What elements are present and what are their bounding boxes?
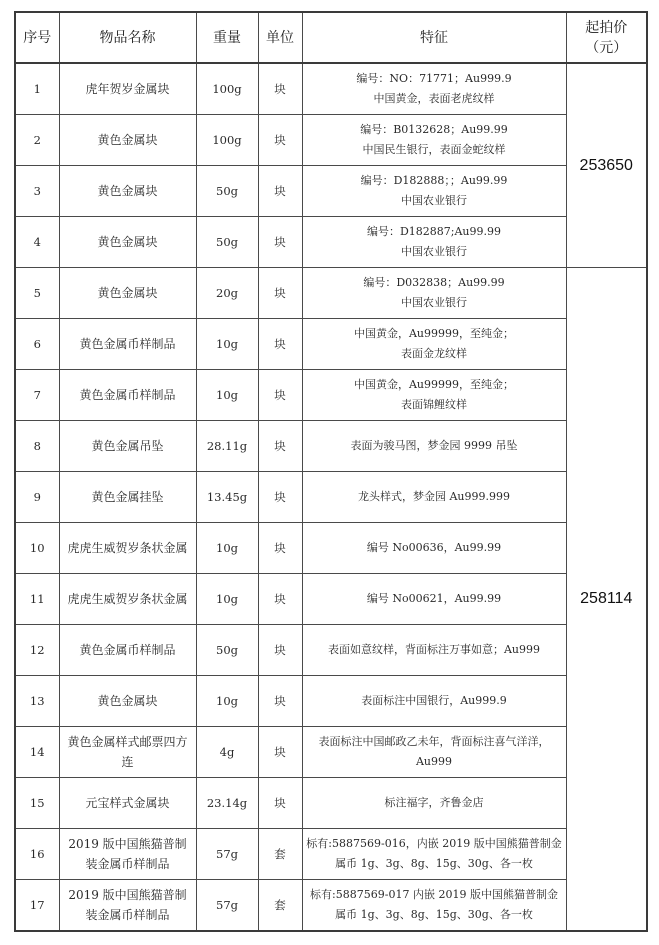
header-price-label: 起拍价 [585, 19, 628, 36]
row-weight: 4g [196, 727, 258, 778]
row-features [302, 370, 566, 421]
row-features-line: 编号：D182887;Au99.99 [366, 225, 502, 238]
header-weight: 重量 [196, 12, 258, 63]
row-weight: 13.45g [196, 472, 258, 523]
row-item-name: 黄色金属块 [59, 166, 196, 217]
table-header-row [15, 12, 647, 63]
table-row [15, 727, 647, 778]
auction-items-table [14, 11, 648, 932]
row-item-name: 虎虎生威贺岁条状金属 [59, 574, 196, 625]
row-item-name: 黄色金属币样制品 [59, 319, 196, 370]
row-item-name: 虎虎生威贺岁条状金属 [59, 523, 196, 574]
row-index: 7 [15, 370, 59, 421]
row-index: 1 [15, 63, 59, 115]
row-weight: 57g [196, 880, 258, 932]
table-row [15, 268, 647, 319]
auction-items-table-container [14, 11, 648, 932]
row-features [302, 217, 566, 268]
row-unit: 块 [258, 268, 302, 319]
row-features-line: 编号：D182888；；Au99.99 [360, 174, 508, 187]
row-features: 标有:5887569-017 内嵌 2019 版中国熊猫普制金属币 1g、3g、8g、15g、30g、各一枚 [302, 880, 566, 932]
row-weight: 10g [196, 523, 258, 574]
row-features-line: 中国农业银行 [401, 296, 467, 309]
header-price-unit: （元） [585, 39, 628, 56]
row-features: 表面如意纹样，背面标注万事如意；Au999 [302, 625, 566, 676]
row-item-name: 黄色金属挂坠 [59, 472, 196, 523]
table-row [15, 115, 647, 166]
header-features: 特征 [302, 12, 566, 63]
row-index: 6 [15, 319, 59, 370]
row-features-line: 表面锦鲤纹样 [401, 398, 467, 411]
row-index: 8 [15, 421, 59, 472]
row-unit: 块 [258, 727, 302, 778]
row-unit: 块 [258, 625, 302, 676]
row-features-line: 编号：NO：71771；Au999.9 [356, 72, 512, 85]
row-weight: 50g [196, 217, 258, 268]
row-weight: 100g [196, 63, 258, 115]
row-weight: 57g [196, 829, 258, 880]
table-row [15, 829, 647, 880]
row-unit: 块 [258, 778, 302, 829]
row-item-name: 黄色金属块 [59, 268, 196, 319]
row-item-name: 黄色金属块 [59, 217, 196, 268]
row-item-name: 虎年贺岁金属块 [59, 63, 196, 115]
table-row [15, 472, 647, 523]
header-unit: 单位 [258, 12, 302, 63]
starting-price-group-2: 258114 [566, 268, 647, 932]
row-unit: 块 [258, 472, 302, 523]
row-features [302, 63, 566, 115]
row-features-line: 中国黄金，Au99999，至纯金； [353, 378, 515, 391]
row-item-name: 黄色金属块 [59, 676, 196, 727]
row-features: 标注福字，齐鲁金店 [302, 778, 566, 829]
row-index: 3 [15, 166, 59, 217]
row-index: 16 [15, 829, 59, 880]
row-features [302, 268, 566, 319]
row-unit: 块 [258, 574, 302, 625]
row-features-line: 表面金龙纹样 [401, 347, 467, 360]
row-unit: 块 [258, 421, 302, 472]
row-features: 龙头样式，梦金园 Au999.999 [302, 472, 566, 523]
row-item-name: 元宝样式金属块 [59, 778, 196, 829]
row-item-name: 黄色金属吊坠 [59, 421, 196, 472]
table-row [15, 880, 647, 932]
row-item-name: 黄色金属块 [59, 115, 196, 166]
row-features: 标有:5887569-016，内嵌 2019 版中国熊猫普制金属币 1g、3g、8g、15g、30g、各一枚 [302, 829, 566, 880]
starting-price-group-1: 253650 [566, 63, 647, 268]
row-unit: 块 [258, 523, 302, 574]
row-features: 表面为骏马图，梦金园 9999 吊坠 [302, 421, 566, 472]
row-features-line: 中国农业银行 [401, 194, 467, 207]
row-unit: 块 [258, 676, 302, 727]
row-unit: 块 [258, 319, 302, 370]
table-row [15, 676, 647, 727]
table-row [15, 523, 647, 574]
row-features: 表面标注中国邮政乙未年，背面标注喜气洋洋，Au999 [302, 727, 566, 778]
row-index: 13 [15, 676, 59, 727]
row-weight: 28.11g [196, 421, 258, 472]
header-starting-price [566, 12, 647, 63]
row-weight: 23.14g [196, 778, 258, 829]
row-unit: 块 [258, 63, 302, 115]
row-unit: 块 [258, 166, 302, 217]
row-features-line: 中国民生银行，表面金蛇纹样 [362, 143, 506, 156]
table-row [15, 625, 647, 676]
row-features [302, 115, 566, 166]
table-row [15, 166, 647, 217]
row-features-line: 编号：D032838；Au99.99 [363, 276, 505, 289]
header-index: 序号 [15, 12, 59, 63]
row-unit: 块 [258, 217, 302, 268]
row-features-line: 中国黄金，Au99999，至纯金； [353, 327, 515, 340]
row-features-line: 中国黄金，表面老虎纹样 [373, 92, 495, 105]
row-index: 9 [15, 472, 59, 523]
row-weight: 50g [196, 166, 258, 217]
row-weight: 10g [196, 574, 258, 625]
row-index: 5 [15, 268, 59, 319]
row-features: 编号 No00621，Au99.99 [302, 574, 566, 625]
row-item-name: 黄色金属币样制品 [59, 370, 196, 421]
row-features-line: 中国农业银行 [401, 245, 467, 258]
row-item-name: 2019 版中国熊猫普制装金属币样制品 [59, 829, 196, 880]
row-index: 14 [15, 727, 59, 778]
row-index: 10 [15, 523, 59, 574]
row-features-line: 编号：B0132628；Au99.99 [360, 123, 508, 136]
table-row [15, 217, 647, 268]
row-weight: 10g [196, 319, 258, 370]
row-weight: 10g [196, 370, 258, 421]
row-item-name: 黄色金属币样制品 [59, 625, 196, 676]
row-index: 4 [15, 217, 59, 268]
row-item-name: 2019 版中国熊猫普制装金属币样制品 [59, 880, 196, 932]
row-index: 11 [15, 574, 59, 625]
row-unit: 块 [258, 370, 302, 421]
row-unit: 块 [258, 115, 302, 166]
row-features: 表面标注中国银行，Au999.9 [302, 676, 566, 727]
table-row [15, 778, 647, 829]
row-weight: 10g [196, 676, 258, 727]
row-features [302, 166, 566, 217]
table-row [15, 370, 647, 421]
row-unit: 套 [258, 829, 302, 880]
row-index: 17 [15, 880, 59, 932]
row-features: 编号 No00636，Au99.99 [302, 523, 566, 574]
row-index: 2 [15, 115, 59, 166]
header-name: 物品名称 [59, 12, 196, 63]
row-index: 15 [15, 778, 59, 829]
table-row [15, 421, 647, 472]
row-weight: 50g [196, 625, 258, 676]
table-row [15, 63, 647, 115]
table-row [15, 319, 647, 370]
row-unit: 套 [258, 880, 302, 932]
row-weight: 100g [196, 115, 258, 166]
row-weight: 20g [196, 268, 258, 319]
row-item-name: 黄色金属样式邮票四方连 [59, 727, 196, 778]
table-row [15, 574, 647, 625]
row-features [302, 319, 566, 370]
row-index: 12 [15, 625, 59, 676]
